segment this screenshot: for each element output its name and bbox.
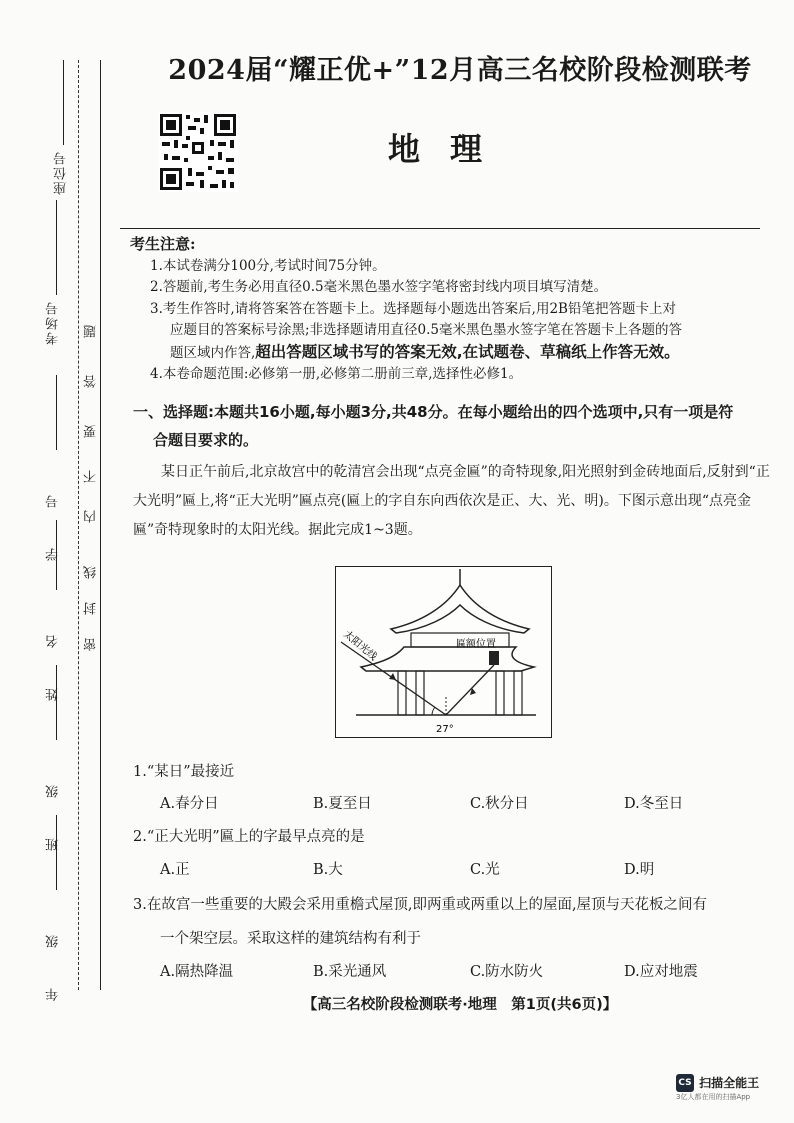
binding-line-outer <box>100 60 101 990</box>
subject-title: 地理 <box>387 130 512 168</box>
name-field[interactable] <box>56 520 57 590</box>
seal-char: 要 <box>84 425 99 438</box>
header-divider <box>120 228 760 229</box>
class-label: 班级 <box>46 745 61 851</box>
cs-logo-icon: CS <box>676 1074 694 1092</box>
option[interactable]: C.秋分日 <box>470 796 529 812</box>
seal-char: 答 <box>84 375 99 388</box>
angle-label: 27° <box>436 724 454 735</box>
seal-char: 不 <box>84 470 99 483</box>
option[interactable]: C.光 <box>470 862 500 878</box>
exam-room-label: 考场号 <box>46 300 61 345</box>
scanner-watermark <box>676 1072 759 1102</box>
student-id-label: 学号 <box>46 455 61 561</box>
figure-sunlight-diagram <box>335 566 552 738</box>
seal-char: 题 <box>84 325 99 338</box>
seal-char: 线 <box>84 566 99 579</box>
option[interactable]: D.明 <box>624 862 655 878</box>
section-heading-line: 合题目要求的。 <box>153 431 259 449</box>
option[interactable]: B.采光通风 <box>313 964 387 980</box>
plaque-label: 匾额位置 <box>456 639 496 650</box>
note-item: 3.考生作答时,请将答案答在答题卡上。选择题每小题选出答案后,用2B铅笔把答题卡上对 <box>150 300 676 317</box>
option[interactable]: C.防水防火 <box>470 964 544 980</box>
option[interactable]: D.冬至日 <box>624 796 684 812</box>
question-3-stem: 3.在故宫一些重要的大殿会采用重檐式屋顶,即两重或两重以上的屋面,屋顶与天花板之间有 <box>133 897 708 913</box>
notes-heading: 考生注意: <box>130 235 196 253</box>
question-1-stem: 1.“某日”最接近 <box>133 764 235 780</box>
seat-number-label: 座位号 <box>54 150 69 195</box>
note-item: 4.本卷命题范围:必修第一册,必修第二册前三章,选择性必修1。 <box>150 366 523 382</box>
name-label: 姓名 <box>46 595 61 701</box>
palace-diagram <box>336 567 551 737</box>
note-item: 应题目的答案标号涂黑;非选择题请用直径0.5毫米黑色墨水签字笔在答题卡上各题的答 <box>170 322 683 338</box>
option[interactable]: D.应对地震 <box>624 964 698 980</box>
page-footer: 【高三名校阶段检测联考·地理 第1页(共6页)】 <box>302 997 618 1013</box>
note-item: 2.答题前,考生务必用直径0.5毫米黑色墨水签字笔将密封线内项目填写清楚。 <box>150 279 608 295</box>
qr-code[interactable] <box>158 112 238 192</box>
student-id-field[interactable] <box>56 375 57 450</box>
option[interactable]: A.春分日 <box>160 796 219 812</box>
class-field[interactable] <box>56 665 57 740</box>
option[interactable]: B.夏至日 <box>313 796 372 812</box>
exam-room-field[interactable] <box>56 200 57 295</box>
question-3-stem-cont: 一个架空层。采取这样的建筑结构有利于 <box>160 931 421 947</box>
option[interactable]: A.隔热降温 <box>160 964 234 980</box>
grade-field[interactable] <box>56 815 57 890</box>
cs-app-name: 扫描全能王 <box>699 1076 760 1090</box>
seal-char: 封 <box>84 602 99 615</box>
exam-title: 2024届“耀正优+”12月高三名校阶段检测联考 <box>168 55 752 86</box>
binding-line-inner <box>78 60 79 990</box>
sun-ray-label: 太阳光线 <box>341 628 379 664</box>
seal-char: 密 <box>84 638 99 651</box>
seat-number-field[interactable] <box>63 60 64 145</box>
section-heading <box>133 398 773 454</box>
seal-char: 内 <box>84 510 99 523</box>
option[interactable]: B.大 <box>313 862 343 878</box>
note-item: 题区域内作答,超出答题区域书写的答案无效,在试题卷、草稿纸上作答无效。 <box>170 342 680 361</box>
passage-text: 某日正午前后,北京故宫中的乾清宫会出现“点亮金匾”的奇特现象,阳光照射到金砖地面后,反射到“正大光明”匾上,将“正大光明”匾点亮(匾上的字自东向西依次是正、大、光、明)。下图示意出现“点亮金匾”奇特现象时的太阳光线。据此完成1~3题。 <box>133 464 770 538</box>
exam-notes <box>130 234 770 386</box>
section-heading-line: 一、选择题:本题共16小题,每小题3分,共48分。在每小题给出的四个选项中,只有一项是符 <box>133 403 734 421</box>
option[interactable]: A.正 <box>160 862 190 878</box>
cs-tagline: 3亿人都在用的扫描App <box>676 1092 751 1101</box>
question-2-stem: 2.“正大光明”匾上的字最早点亮的是 <box>133 829 365 845</box>
note-warning: 超出答题区域书写的答案无效,在试题卷、草稿纸上作答无效。 <box>255 342 680 361</box>
grade-label: 年级 <box>46 895 61 1001</box>
qr-code-icon <box>158 112 238 192</box>
note-item: 1.本试卷满分100分,考试时间75分钟。 <box>150 257 386 274</box>
